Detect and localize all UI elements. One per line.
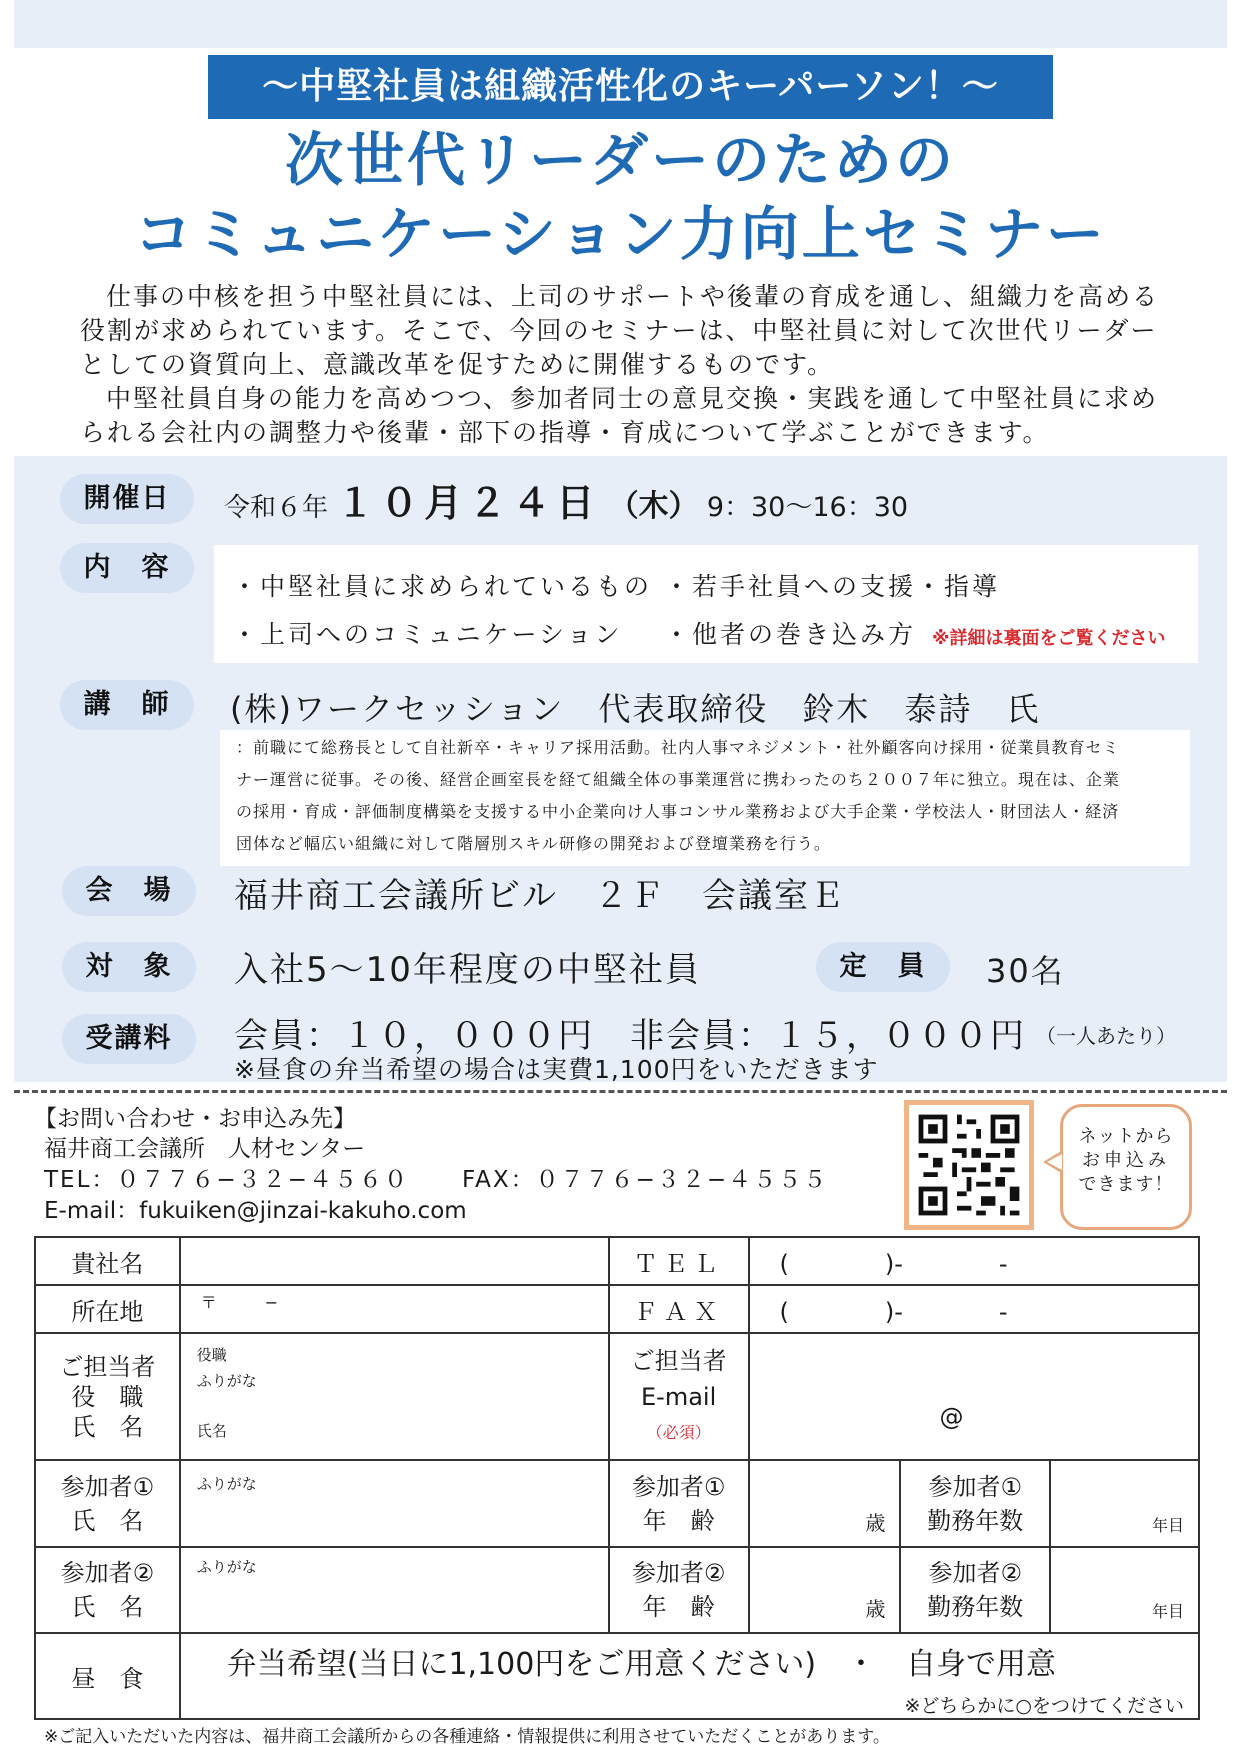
lecturer-bio-line-4: 団体など幅広い組織に対して階層別スキル研修の開発および登壇業務を行う。 xyxy=(236,834,831,853)
lecturer-bio xyxy=(220,730,1190,866)
p2-years-label-1: 参加者② xyxy=(928,1559,1022,1587)
footer-note: ※ご記入いただいた内容は、福井商工会議所からの各種連絡・情報提供に利用させていただくことがあります。 xyxy=(44,1727,890,1747)
application-form xyxy=(34,1236,1200,1720)
target-label: 対 象 xyxy=(62,942,196,992)
content-item-3: ・上司へのコミュニケーション xyxy=(232,620,623,649)
intro-paragraph-1: 仕事の中核を担う中堅社員には、上司のサポートや後輩の育成を通し、組織力を高める役割が求められています。そこで、今回のセミナーは、中堅社員に対して次世代リーダーとしての資質向上、意識改革を促すために開催するものです。 xyxy=(80,282,1160,379)
p2-name-input[interactable]: ふりがな xyxy=(180,1547,609,1633)
company-label: 貴社名 xyxy=(35,1237,180,1285)
content-box xyxy=(214,545,1198,663)
person-label-2: 役 職 xyxy=(71,1382,144,1411)
p2-age-label-2: 年 齢 xyxy=(642,1593,715,1621)
content-item-2: ・若手社員への支援・指導 xyxy=(664,572,1001,601)
content-label: 内 容 xyxy=(60,543,194,593)
lunch-label: 昼 食 xyxy=(35,1633,180,1719)
lecturer-label: 講 師 xyxy=(60,680,194,730)
date-label: 開催日 xyxy=(60,474,194,524)
date-weekday: （木） xyxy=(608,489,699,524)
p1-years-label-2: 勤務年数 xyxy=(927,1506,1024,1535)
p1-age-input[interactable]: 歳 xyxy=(749,1460,901,1547)
lunch-note: ※どちらかに○をつけてください xyxy=(904,1694,1184,1717)
bubble-line-1: ネットから xyxy=(1078,1126,1174,1147)
address-input[interactable]: 〒 − xyxy=(180,1285,609,1333)
p1-label-1: 参加者① xyxy=(60,1472,155,1501)
p2-years-label xyxy=(900,1547,1050,1633)
p2-age-label-1: 参加者② xyxy=(631,1559,726,1587)
lunch-options-text: 弁当希望(当日に1,100円をご用意ください) ・ 自身で用意 xyxy=(226,1646,1057,1682)
email-label xyxy=(609,1333,749,1460)
email-label-1: ご担当者 xyxy=(630,1346,727,1375)
p1-years-input[interactable]: 年目 xyxy=(1050,1460,1199,1547)
contact-heading: 【お問い合わせ・お申込み先】 xyxy=(34,1106,356,1132)
bubble-line-2: お申込み xyxy=(1082,1150,1170,1171)
p2-age-label xyxy=(609,1547,749,1633)
capacity-value: 30名 xyxy=(986,952,1065,990)
person-label xyxy=(35,1333,180,1460)
p1-label xyxy=(35,1460,180,1547)
date-day: １０月２４日 xyxy=(336,481,601,525)
fax-input[interactable]: ( )- - xyxy=(749,1285,1199,1333)
position-sublabel: 役職 xyxy=(196,1346,227,1364)
intro-text xyxy=(80,280,1170,450)
p1-label-2: 氏 名 xyxy=(71,1506,144,1535)
p1-years-label-1: 参加者① xyxy=(928,1472,1022,1501)
content-note: ※詳細は裏面をご覧ください xyxy=(932,628,1166,649)
company-input[interactable] xyxy=(180,1237,609,1285)
p2-years-label-2: 勤務年数 xyxy=(927,1593,1024,1621)
p2-age-input[interactable]: 歳 xyxy=(749,1547,901,1633)
lecturer-name: (株)ワークセッション 代表取締役 鈴木 泰詩 氏 xyxy=(230,690,1041,728)
p1-name-input[interactable]: ふりがな xyxy=(180,1460,609,1547)
p1-age-label-2: 年 齢 xyxy=(642,1506,715,1535)
lecturer-bio-line-3: の採用・育成・評価制度構築を支援する中小企業向け人事コンサル業務および大手企業・学校法人・財団法人・経済 xyxy=(236,802,1120,821)
speech-bubble xyxy=(1060,1104,1192,1230)
email-label-2: E-mail xyxy=(641,1382,717,1411)
title-line-1: 次世代リーダーのための xyxy=(284,126,956,194)
p2-years-input[interactable]: 年目 xyxy=(1050,1547,1199,1633)
contact-org: 福井商工会議所 人材センター xyxy=(44,1136,366,1162)
email-input[interactable]: @ xyxy=(749,1333,1199,1460)
title-line-2: コミュニケーション力向上セミナー xyxy=(134,200,1107,268)
bubble-tail-inner xyxy=(1047,1154,1062,1170)
lunch-options[interactable] xyxy=(180,1633,1199,1719)
p2-label-2: 氏 名 xyxy=(71,1593,144,1621)
p2-label-1: 参加者② xyxy=(60,1559,155,1587)
venue-value: 福井商工会議所ビル ２Ｆ 会議室Ｅ xyxy=(234,876,846,916)
fax-label: ＦＡＸ xyxy=(609,1285,749,1333)
qr-code[interactable] xyxy=(904,1100,1034,1230)
content-item-1: ・中堅社員に求められているもの xyxy=(232,572,653,601)
contact-fax: FAX：０７７６−３２−４５５５ xyxy=(462,1167,829,1193)
content-item-4: ・他者の巻き込み方 xyxy=(664,620,917,649)
capacity-label: 定 員 xyxy=(816,942,950,992)
date-era: 令和６年 xyxy=(224,493,329,523)
p1-age-label-1: 参加者① xyxy=(631,1472,726,1501)
fee-lunch-note: ※昼食の弁当希望の場合は実費1,100円をいただきます xyxy=(234,1055,879,1084)
date-value xyxy=(224,472,908,527)
bubble-line-3: できます！ xyxy=(1078,1174,1174,1195)
fee-value: 会員：１０，０００円 非会員：１５，０００円 xyxy=(234,1016,1026,1056)
person-label-3: 氏 名 xyxy=(71,1412,144,1441)
contact-tel: TEL：０７７６−３２−４５６０ xyxy=(44,1167,409,1193)
dashed-divider xyxy=(14,1090,1227,1093)
fee-label: 受講料 xyxy=(62,1014,196,1064)
fee-per-person: （一人あたり） xyxy=(1036,1024,1176,1048)
intro-paragraph-2: 中堅社員自身の能力を高めつつ、参加者同士の意見交換・実践を通して中堅社員に求められる会社内の調整力や後輩・部下の指導・育成について学ぶことができます。 xyxy=(80,384,1159,447)
lecturer-bio-line-2: ナー運営に従事。その後、経営企画室長を経て組織全体の事業運営に携わったのち２００７年に独立。現在は、企業 xyxy=(236,770,1120,789)
target-value: 入社5〜10年程度の中堅社員 xyxy=(234,950,701,990)
tel-input[interactable]: ( )- - xyxy=(749,1237,1199,1285)
name-sublabel: 氏名 xyxy=(196,1422,227,1440)
person-input[interactable] xyxy=(180,1333,609,1460)
subtitle-banner: 〜中堅社員は組織活性化のキーパーソン！〜 xyxy=(208,55,1053,119)
p1-years-label xyxy=(900,1460,1050,1547)
furigana-sublabel: ふりがな xyxy=(196,1372,257,1390)
qr-code-icon xyxy=(909,1105,1029,1225)
person-label-1: ご担当者 xyxy=(59,1352,156,1381)
venue-label: 会 場 xyxy=(62,866,196,916)
p1-age-label xyxy=(609,1460,749,1547)
address-label: 所在地 xyxy=(35,1285,180,1333)
tel-label: ＴＥＬ xyxy=(609,1237,749,1285)
contact-email[interactable]: E-mail：fukuiken@jinzai-kakuho.com xyxy=(44,1198,467,1224)
top-band xyxy=(14,0,1227,48)
lecturer-bio-line-1: ：前職にて総務長として自社新卒・キャリア採用活動。社内人事マネジメント・社外顧客向け採用・従業員教育セミ xyxy=(236,738,1120,757)
p2-label xyxy=(35,1547,180,1633)
date-time: 9：30〜16：30 xyxy=(706,492,909,523)
email-required: （必須） xyxy=(646,1422,711,1442)
